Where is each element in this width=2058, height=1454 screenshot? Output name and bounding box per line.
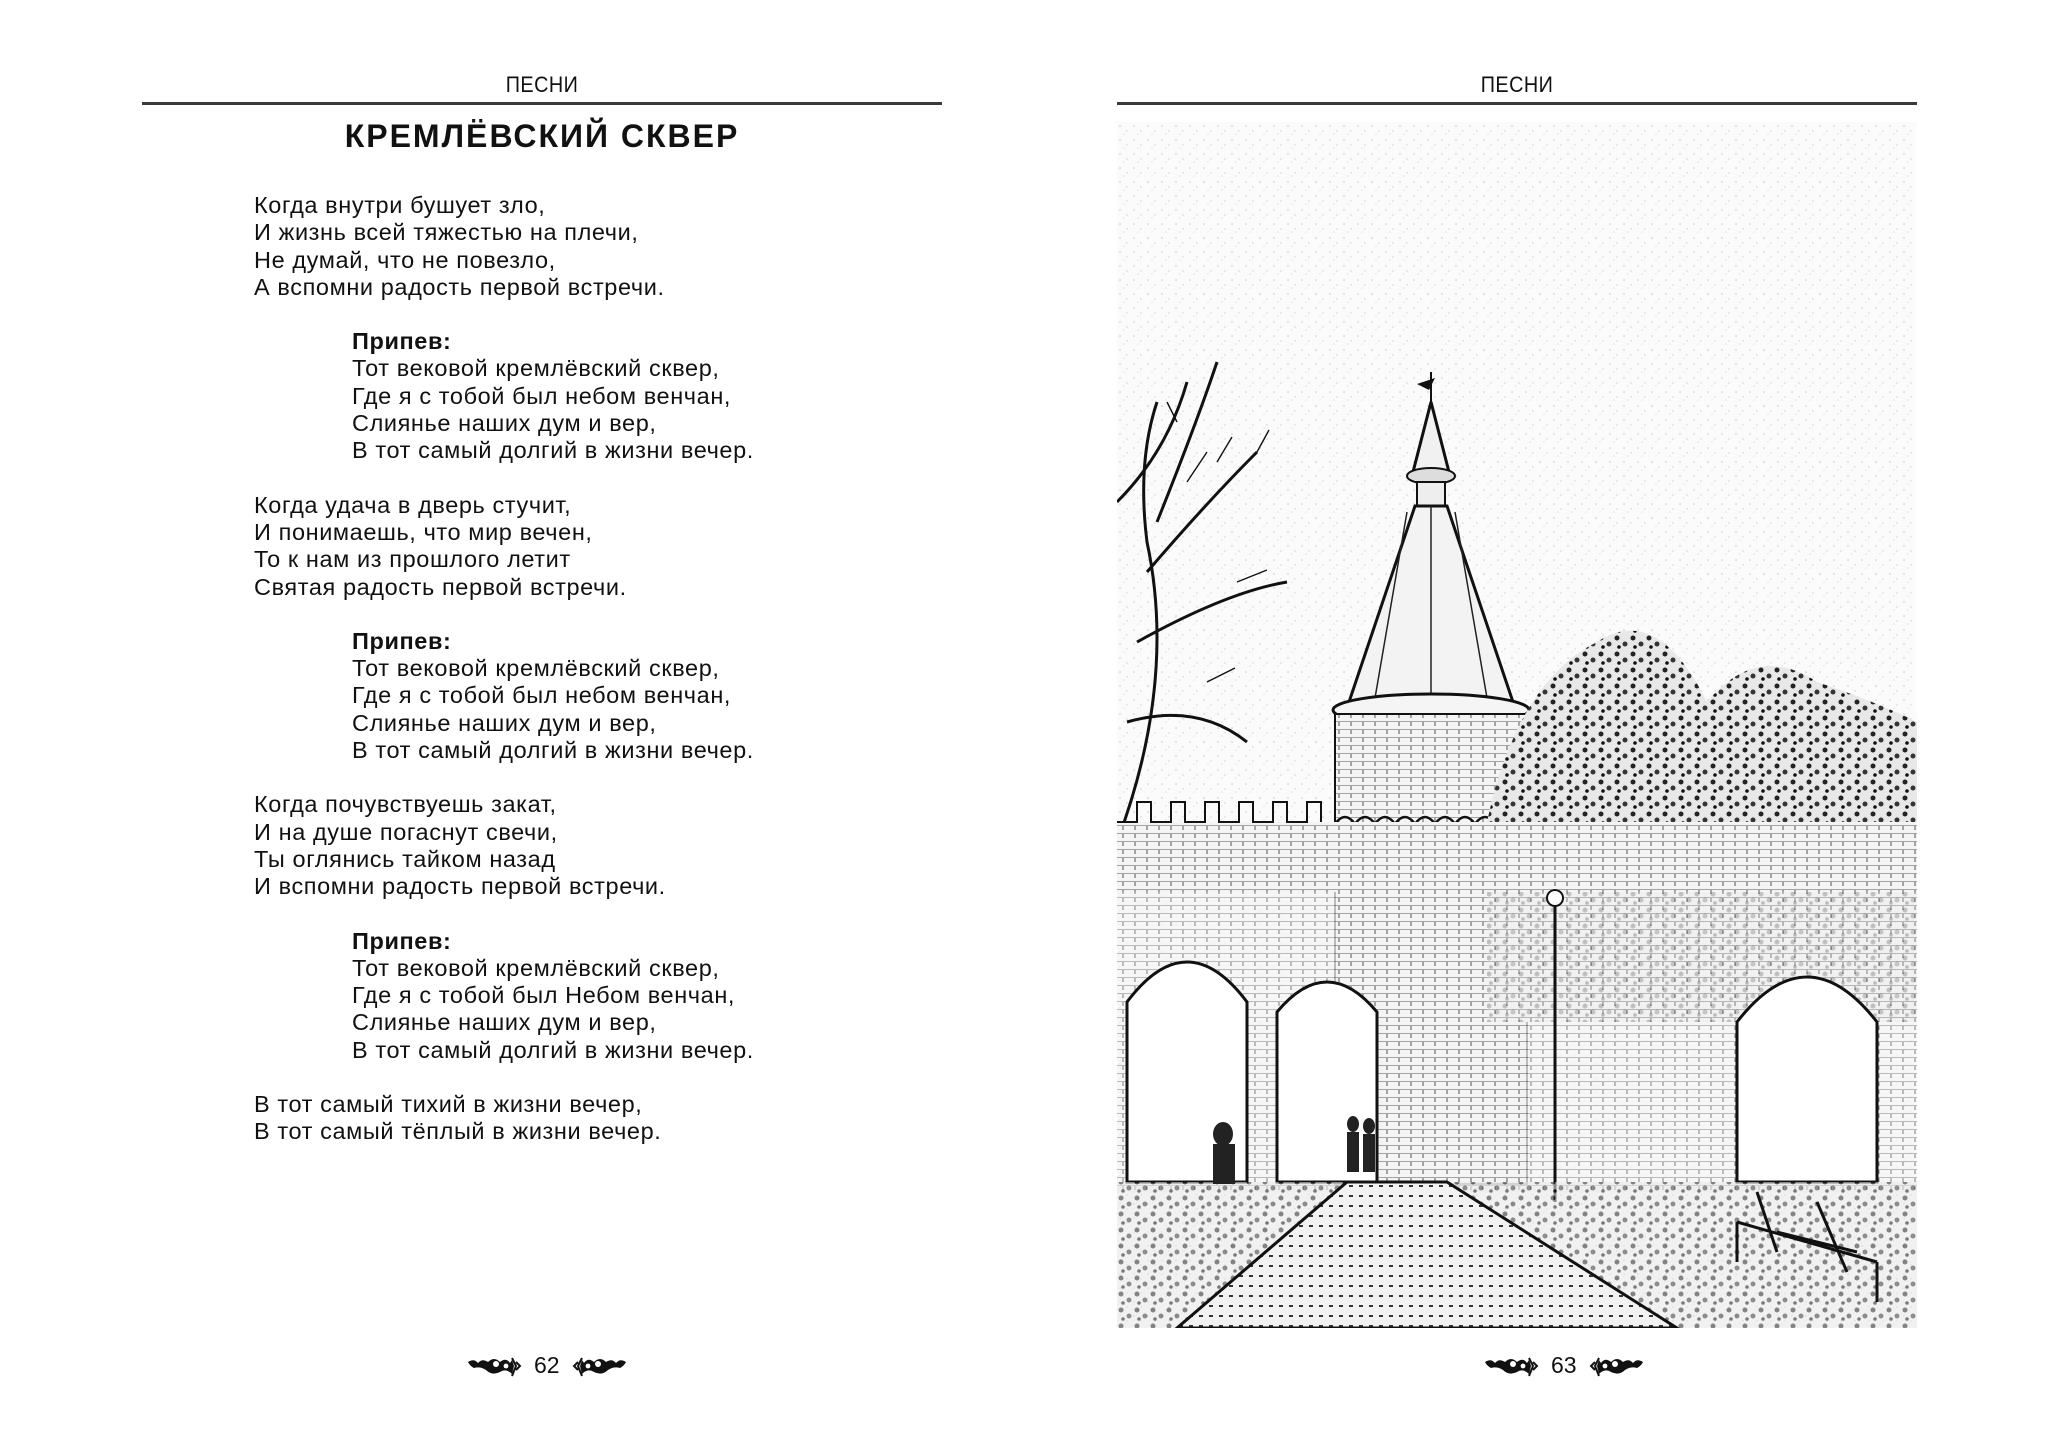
verse-line: Когда внутри бушует зло,	[254, 192, 546, 218]
verse-line: И жизнь всей тяжестью на плечи,	[254, 219, 639, 246]
running-head: ПЕСНИ	[505, 72, 579, 97]
chorus-line: В тот самый долгий в жизни вечер.	[352, 1036, 754, 1063]
page-folio	[466, 1352, 628, 1379]
verse-line: Не думай, что не повезло,	[254, 246, 556, 273]
chorus-line: В тот самый долгий в жизни вечер.	[352, 437, 754, 464]
song-title: КРЕМЛЁВСКИЙ СКВЕР	[344, 118, 740, 154]
right-page	[1029, 0, 2058, 1454]
verse-3	[254, 791, 894, 900]
header-rule	[142, 102, 942, 105]
chorus-line: Тот вековой кремлёвский сквер,	[352, 355, 720, 382]
verse-line: И на душе погаснут свечи,	[254, 818, 558, 845]
verse-line: Когда удача в дверь стучит,	[254, 491, 572, 518]
chorus-line: Тот вековой кремлёвский сквер,	[352, 954, 720, 981]
chorus-line: Тот вековой кремлёвский сквер,	[352, 655, 720, 682]
running-head: ПЕСНИ	[1480, 72, 1554, 97]
page-number: 63	[1551, 1352, 1577, 1378]
kremlin-tower-illustration	[1117, 122, 1917, 1328]
chorus-line: Где я с тобой был небом венчан,	[352, 682, 732, 709]
verse-line: И вспомни радость первой встречи.	[254, 873, 666, 900]
verse-1	[254, 192, 894, 301]
verse-2	[254, 492, 894, 601]
page-number: 62	[534, 1352, 560, 1378]
header-rule	[1117, 102, 1917, 105]
verse-line: Ты оглянись тайком назад	[254, 845, 556, 872]
chorus-line: Слиянье наших дум и вер,	[352, 709, 657, 736]
chorus-line: Слиянье наших дум и вер,	[352, 1009, 657, 1036]
chorus-label: Припев:	[352, 328, 452, 355]
floral-scroll-ornament-icon	[570, 1354, 628, 1378]
chorus-label: Припев:	[352, 927, 452, 954]
chorus-line: Слиянье наших дум и вер,	[352, 410, 657, 437]
verse-line: То к нам из прошлого летит	[254, 546, 571, 573]
chorus-line: Где я с тобой был небом венчан,	[352, 382, 732, 409]
chorus-2	[352, 628, 894, 764]
verse-line: А вспомни радость первой встречи.	[254, 273, 665, 300]
chorus-label: Припев:	[352, 627, 452, 654]
verse-line: В тот самый тихий в жизни вечер,	[254, 1091, 643, 1118]
kremlin-sketch-icon	[1117, 122, 1917, 1328]
chorus-1	[352, 328, 894, 464]
verse-line: И понимаешь, что мир вечен,	[254, 518, 593, 545]
coda	[254, 1091, 894, 1146]
chorus-line: В тот самый долгий в жизни вечер.	[352, 737, 754, 764]
floral-scroll-ornament-icon	[466, 1354, 524, 1378]
verse-line: Когда почувствуешь закат,	[254, 791, 557, 818]
page-folio	[1483, 1352, 1645, 1379]
floral-scroll-ornament-icon	[1587, 1354, 1645, 1378]
poem-body	[254, 192, 894, 1173]
verse-line: В тот самый тёплый в жизни вечер.	[254, 1118, 662, 1145]
verse-line: Святая радость первой встречи.	[254, 573, 627, 600]
floral-scroll-ornament-icon	[1483, 1354, 1541, 1378]
chorus-3	[352, 928, 894, 1064]
chorus-line: Где я с тобой был Небом венчан,	[352, 982, 736, 1009]
